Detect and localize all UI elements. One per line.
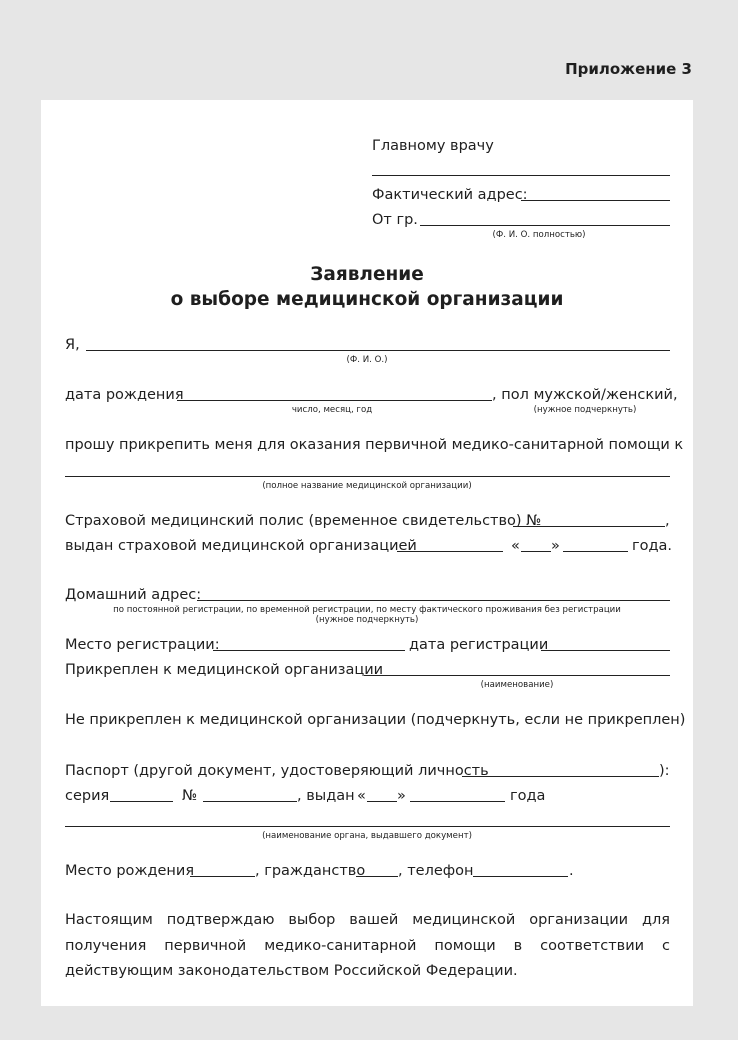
sex-text: , пол мужской/женский,	[492, 387, 678, 403]
fio-caption: (Ф. И. О.)	[346, 355, 388, 365]
sex-caption: (нужное подчеркнуть)	[533, 405, 637, 415]
birthplace-label: Место рождения	[65, 863, 195, 879]
insurer-line[interactable]	[397, 551, 503, 552]
reg-place-label: Место регистрации:	[65, 637, 220, 653]
policy-month-line[interactable]	[563, 551, 628, 552]
reg-date-line[interactable]	[541, 650, 670, 651]
passport-type-line[interactable]	[462, 776, 659, 777]
passport-number-line[interactable]	[203, 801, 297, 802]
birthplace-line[interactable]	[190, 876, 255, 877]
request-text: прошу прикрепить меня для оказания первичной медико-санитарной помощи к	[65, 437, 684, 453]
address-label: Фактический адрес:	[372, 187, 528, 203]
passport-label: Паспорт (другой документ, удостоверяющий личность	[65, 763, 489, 779]
application-form	[41, 100, 693, 1006]
attached-caption: (наименование)	[480, 680, 554, 690]
policy-day-line[interactable]	[521, 551, 551, 552]
home-address-label: Домашний адрес:	[65, 587, 202, 603]
birth-label: дата рождения	[65, 387, 184, 403]
home-address-line[interactable]	[197, 600, 670, 601]
from-caption: (Ф. И. О. полностью)	[492, 230, 586, 240]
medical-org-line[interactable]	[65, 476, 670, 477]
title-line-2: о выборе медицинской организации	[170, 289, 564, 310]
quote-close: »	[551, 538, 560, 554]
birth-caption: число, месяц, год	[291, 405, 373, 415]
passport-end: ):	[659, 763, 670, 779]
reg-place-line[interactable]	[213, 650, 405, 651]
phone-line[interactable]	[473, 876, 568, 877]
issuer-caption: (наименование органа, выдавшего документ)	[262, 831, 472, 841]
citizenship-label: , гражданство	[255, 863, 366, 879]
addressee: Главному врачу	[372, 138, 494, 154]
home-caption-2: (нужное подчеркнуть)	[315, 615, 419, 625]
from-name-line[interactable]	[420, 225, 670, 226]
quote-open: «	[511, 538, 520, 554]
reg-date-label: дата регистрации	[409, 637, 549, 653]
number-label: №	[182, 788, 198, 804]
fio-line[interactable]	[86, 350, 670, 351]
policy-number-line[interactable]	[513, 526, 665, 527]
home-caption-1: по постоянной регистрации, по временной регистрации, по месту фактического проживания без регистрации	[113, 605, 621, 615]
policy-comma: ,	[665, 513, 670, 529]
org-caption: (полное название медицинской организации)	[262, 481, 472, 491]
phone-label: , телефон	[398, 863, 474, 879]
passport-month-line[interactable]	[410, 801, 505, 802]
passport-quote-open: «	[357, 788, 366, 804]
not-attached-text: Не прикреплен к медицинской организации (подчеркнуть, если не прикреплен)	[65, 712, 686, 728]
birth-date-line[interactable]	[177, 400, 492, 401]
attached-label: Прикреплен к медицинской организации	[65, 662, 384, 678]
passport-quote-close: »	[397, 788, 406, 804]
issuer-line[interactable]	[65, 826, 670, 827]
i-label: Я,	[65, 337, 80, 353]
attached-org-line[interactable]	[364, 675, 670, 676]
citizenship-line[interactable]	[356, 876, 398, 877]
policy-label: Страховой медицинский полис (временное свидетельство) №	[65, 513, 542, 529]
confirmation-text: Настоящим подтверждаю выбор вашей медицинской организации для получения первичной медико-санитарной помощи в соответствии с действующим законодательством Российской Федерации.	[65, 912, 670, 979]
series-label: серия	[65, 788, 110, 804]
series-line[interactable]	[110, 801, 173, 802]
issued-short-label: , выдан	[297, 788, 355, 804]
passport-day-line[interactable]	[367, 801, 397, 802]
phone-period: .	[569, 863, 574, 879]
appendix-label: Приложение 3	[565, 60, 692, 78]
issued-label: выдан страховой медицинской организацией	[65, 538, 417, 554]
title-line-1: Заявление	[310, 264, 424, 285]
address-line[interactable]	[521, 200, 670, 201]
policy-year-label: года.	[632, 538, 673, 554]
addressee-name-line[interactable]	[372, 175, 670, 176]
from-label: От гр.	[372, 212, 418, 228]
passport-year-label: года	[510, 788, 546, 804]
